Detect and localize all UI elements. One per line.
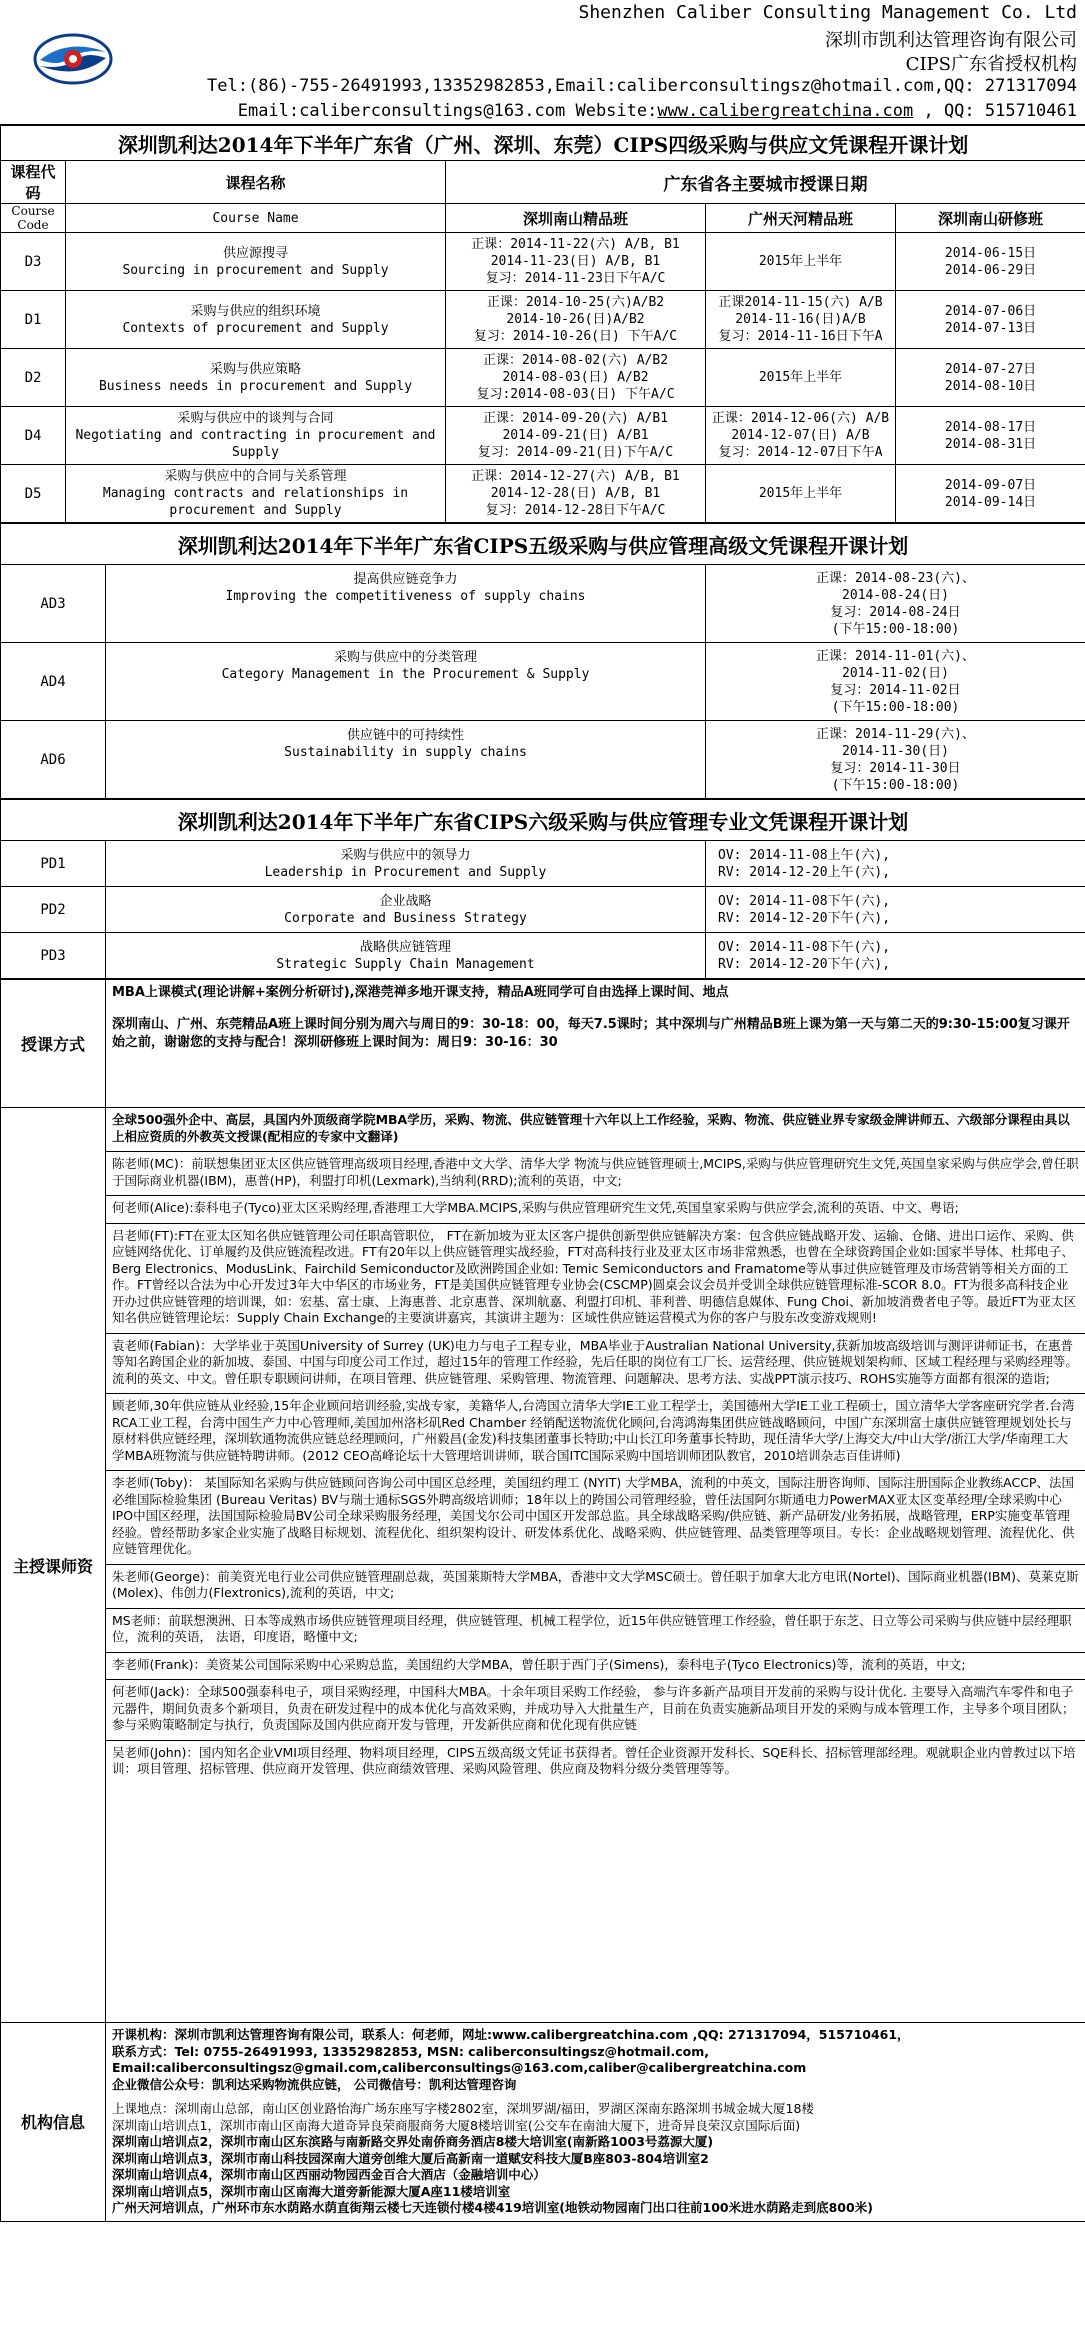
guangzhou-date-line: 2015年上半年: [758, 370, 843, 385]
course-row: [1, 721, 1085, 799]
course-name-en: Business needs in procurement and Supply: [98, 378, 413, 394]
org-line: 上课地点：深圳南山总部，南山区创业路怡海广场东座写字楼2802室，深圳罗湖/福田，罗湖区深南东路深圳书城金城大厦18楼: [112, 2101, 814, 2116]
yanxiu-date-line: 2014-07-27日: [944, 361, 1037, 377]
col-name-cn: 课程名称: [66, 161, 446, 204]
yanxiu-dates: [896, 291, 1085, 349]
teaching-mode: MBA上课模式(理论讲解+案例分析研讨),深港莞禅多地开课支持，精品A班同学可自由选择上课时间、地点: [112, 985, 729, 1000]
teaching-body: [106, 980, 1085, 1108]
yanxiu-date-line: 2014-06-15日: [944, 245, 1037, 261]
shenzhen-date-line: 2014-08-03(日) A/B2: [502, 370, 649, 385]
course-date-line: 正课：2014-11-29(六)、: [816, 726, 975, 742]
course-name: [66, 349, 446, 407]
level5-title: 深圳凯利达2014年下半年广东省CIPS五级采购与供应管理高级文凭课程开课计划: [1, 524, 1085, 565]
teaching-label: 授课方式: [1, 980, 106, 1108]
course-code: D1: [1, 291, 66, 349]
course-dates: [706, 841, 1085, 887]
course-name: [106, 933, 706, 979]
course-name-en: Corporate and Business Strategy: [284, 910, 527, 926]
course-name-en: Negotiating and contracting in procurement and Supply: [75, 428, 436, 460]
teacher-bio: 李老师(Frank)：美资某公司国际采购中心采购总监，美国纽约大学MBA，曾任职于西门子(Simens)，泰科电子(Tyco Electronics)等，流利的英语，中文;: [106, 1652, 1085, 1674]
shenzhen-date-line: 正课：2014-09-20(六) A/B1: [482, 411, 669, 426]
col-code-cn: 课程代码: [1, 161, 66, 204]
shenzhen-date-line: 复习：2014-09-21(日)下午A/C: [477, 445, 674, 460]
course-date-line: (下午15:00-18:00): [831, 621, 960, 637]
course-name-en: Strategic Supply Chain Management: [276, 956, 535, 972]
course-date-line: RV: 2014-12-20上午(六),: [718, 864, 891, 880]
qq-label: , QQ: 515710461: [913, 101, 1077, 121]
course-dates: [706, 565, 1085, 643]
level6-title: 深圳凯利达2014年下半年广东省CIPS六级采购与供应管理专业文凭课程开课计划: [1, 800, 1085, 841]
course-name-cn: 采购与供应中的领导力: [340, 847, 471, 863]
teacher-bio: 顾老师,30年供应链从业经验,15年企业顾问培训经验,实战专家，美籍华人,台湾国立清华大学IE工业工程学士，美国德州大学IE工业工程硕士，国立清华大学客座研究学者.台湾RCA工业工程，台湾中国生产力中心管理师,美国加州洛杉矶Red Chamber 经销配送物流优化顾问,台湾鸿海集团供应链战略顾问，中国广东深圳富士康供应链管理规划处长与原材料供应链经理，深圳软通物流供应链总经理顾问，广州毅昌(金发)科技集团董事长特助;中山长江印务董事长特助，现任清华大学/上海交大/中山大学/浙江大学/华南理工大学MBA班物流与供应链特聘讲师。(2012 CEO高峰论坛十大管理培训讲师，联合国ITC国际采购中国培训师团队教官，2010培训杂志百佳讲师): [106, 1393, 1085, 1464]
teaching-schedule: 深圳南山、广州、东莞精品A班上课时间分别为周六与周日的9：30-18：00，每天7.5课时；其中深圳与广州精品B班上课为第一天与第二天的9:30-15:00复习课开始之前，谢谢您的支持与配合！深圳研修班上课时间为：周日9：30-16：30: [112, 1017, 1070, 1050]
course-date-line: 2014-08-24(日): [842, 587, 949, 603]
shenzhen-date-line: 复习：2014-11-23日下午A/C: [485, 271, 666, 286]
course-name-cn: 供应源搜寻: [222, 245, 288, 261]
shenzhen-date-line: 复习：2014-12-28日下午A/C: [485, 503, 666, 518]
course-name-en: Sustainability in supply chains: [284, 745, 527, 760]
col-dates-cn: 广东省各主要城市授课日期: [446, 161, 1085, 204]
course-name-en: Category Management in the Procurement & Supply: [221, 667, 590, 682]
course-name-en: Sourcing in procurement and Supply: [122, 262, 389, 278]
shenzhen-date-line: 2014-10-26(日)A/B2: [506, 312, 645, 327]
course-name: [66, 291, 446, 349]
yanxiu-date-line: 2014-09-14日: [944, 494, 1037, 510]
teacher-bio: 袁老师(Fabian)：大学毕业于英国University of Surrey (UK)电力与电子工程专业，MBA毕业于Australian National University,获新加坡高级培训与测评讲师证书，在惠普等知名跨国企业的新加坡、泰国、中国与印度公司工作过，超过15年的管理工作经验，先后任职的岗位有工厂长、运营经理、供应链规划架构师、区域工程经理与采购经理等。流利的英文、中文。曾任职专职顾问讲师，在项目管理、供应链管理、采购管理、物流管理、问题解决、思考方法、实战PPT演示技巧、ROHS实施等方面都有很深的造诣;: [106, 1333, 1085, 1388]
col-code-en: Course Code: [1, 204, 66, 233]
level6-table: [0, 799, 1085, 979]
guangzhou-dates: [706, 465, 896, 523]
course-code: D3: [1, 233, 66, 291]
shenzhen-dates: [446, 233, 706, 291]
guangzhou-date-line: 复习：2014-12-07日下午A: [718, 445, 883, 460]
course-code: D2: [1, 349, 66, 407]
course-code: AD4: [1, 643, 106, 721]
teacher-bio: 李老师(Toby)： 某国际知名采购与供应链顾问咨询公司中国区总经理，美国纽约理工 (NYIT) 大学MBA，流利的中英文，国际注册咨询师、国际注册国际企业教练ACCP、法国必维国际检验集团 (Bureau Veritas) BV与瑞士通标SGS外聘高级培训师；18年以上的跨国公司管理经验，曾任法国阿尔斯通电力PowerMAX亚太区变革经理/全球采购中心IPO中国区经理，法国国际检验局BV公司全球采购服务经理，美国戈尔公司中国区开发部总监。具全球战略采购/供应链、新产品研发/业务拓展，战略管理，ERP实施变革管理经验。曾经帮助多家企业实施了战略目标规划、流程优化、组织架构设计、研发体系优化、战略采购、供应链管理、品类管理等项目。专长：企业战略规划管理、流程优化、供应链管理优化。: [106, 1470, 1085, 1558]
teacher-bio: MS老师：前联想澳洲、日本等成熟市场供应链管理项目经理，供应链管理、机械工程学位，近15年供应链管理工作经验，曾任职于东芝、日立等公司采购与供应链中层经理职位，流利的英语， 法语，印度语，略懂中文;: [106, 1608, 1085, 1646]
course-name-cn: 采购与供应策略: [209, 361, 301, 377]
course-row: [1, 233, 1085, 291]
shenzhen-date-line: 正课：2014-08-02(六) A/B2: [482, 353, 669, 368]
guangzhou-dates: [706, 407, 896, 465]
course-date-line: OV: 2014-11-08下午(六),: [718, 893, 891, 909]
teacher-bio: 吕老师(FT):FT在亚太区知名供应链管理公司任职高管职位， FT在新加坡为亚太区客户提供创新型供应链解决方案：包含供应链战略开发、运输、仓储、进出口运作、采购、供应链网络优化、订单履约及供应链流程改进。FT有20年以上供应链管理实战经验，FT对高科技行业及亚太区市场非常熟悉，也曾在全球资跨国企业如:国家半导体、杜邦电子、Berg Electronics、ModusLink、Fairchild Semiconductor及欧洲跨国企业如: Temic Semiconductors and Framatome等从事过供应链管理及市场营销等相关方面的工作。FT曾经以合法为中心开发过3年大中华区的市场业务，FT是美国供应链管理专业协会(CSCMP)圆桌会议会员并受训全球供应链管理标准-SCOR 8.0。FT为很多高科技企业开办过供应链管理的培训课，如：宏基、富士康、上海惠普、北京惠普、深圳航嘉、利盟打印机、菲利普、明德信息媒体、Fung Choi、新加坡消费者电子等。最近FT为亚太区知名供应链管理论坛：Supply Chain Exchange的主要演讲嘉宾，其演讲主题为：区域性供应链运营模式为你的客户与股东改变游戏规则!: [106, 1223, 1085, 1327]
org-line: 深圳南山培训点3，深圳市南山科技园深南大道旁创维大厦后高新南一道赋安科技大厦B座803-804培训室2: [112, 2150, 709, 2166]
yanxiu-date-line: 2014-07-13日: [944, 320, 1037, 336]
company-logo-icon: [28, 30, 118, 88]
course-code: PD1: [1, 841, 106, 887]
course-row: [1, 565, 1085, 643]
course-name-cn: 采购与供应中的分类管理: [333, 650, 477, 665]
course-date-line: OV: 2014-11-08下午(六),: [718, 939, 891, 955]
course-row: [1, 407, 1085, 465]
course-date-line: RV: 2014-12-20下午(六),: [718, 910, 891, 926]
course-name-en: Leadership in Procurement and Supply: [264, 864, 547, 880]
teacher-bio: 全球500强外企中、高层，具国内外顶级商学院MBA学历，采购、物流、供应链管理十六年以上工作经验，采购、物流、供应链业界专家级金牌讲师五、六级部分课程由具以上相应资质的外教英文授课(配相应的专家中文翻译): [112, 1112, 1070, 1144]
shenzhen-date-line: 正课：2014-11-22(六) A/B, B1: [471, 237, 680, 252]
company-name-cn: 深圳市凯利达管理咨询有限公司: [825, 30, 1077, 51]
yanxiu-date-line: 2014-08-17日: [944, 419, 1037, 435]
course-date-line: 复习：2014-11-02日: [830, 682, 961, 698]
yanxiu-dates: [896, 349, 1085, 407]
course-dates: [706, 643, 1085, 721]
col-city-guangzhou: 广州天河精品班: [706, 204, 896, 233]
teacher-bio: 何老师(Alice):泰科电子(Tyco)亚太区采购经理,香港理工大学MBA.MCIPS,采购与供应管理研究生文凭,英国皇家采购与供应学会,流利的英语、中文、粤语;: [106, 1195, 1085, 1217]
yanxiu-date-line: 2014-06-29日: [944, 262, 1037, 278]
course-date-line: RV: 2014-12-20下午(六),: [718, 956, 891, 972]
course-name: [106, 721, 706, 799]
contact-line: Tel:(86)-755-26491993,13352982853,Email:caliberconsultingsz@hotmail.com,QQ: 271317094: [207, 76, 1077, 96]
course-date-line: 正课：2014-11-01(六)、: [816, 648, 975, 664]
course-row: [1, 349, 1085, 407]
course-name-cn: 战略供应链管理: [359, 939, 451, 955]
org-line: 企业微信公众号：凯利达采购物流供应链， 公司微信号：凯利达管理咨询: [112, 2076, 517, 2092]
shenzhen-dates: [446, 291, 706, 349]
course-row: [1, 841, 1085, 887]
yanxiu-date-line: 2014-08-31日: [944, 436, 1037, 452]
course-name-en: Managing contracts and relationships in procurement and Supply: [102, 486, 409, 518]
shenzhen-date-line: 2014-11-23(日) A/B, B1: [490, 254, 661, 269]
course-row: [1, 933, 1085, 979]
course-name-en: Improving the competitiveness of supply chains: [225, 589, 586, 604]
guangzhou-date-line: 复习：2014-11-16日下午A: [718, 329, 883, 344]
org-line: 深圳南山培训点5，深圳市南山区南海大道旁新能源大厦A座11楼培训室: [112, 2183, 511, 2199]
col-city-shenzhen: 深圳南山精品班: [446, 204, 706, 233]
org-line: 深圳南山培训点1，深圳市南山区南海大道奇异良荣商服商务大厦8楼培训室(公交车在南油大厦下，进奇异良荣汉京国际后面): [112, 2117, 801, 2133]
teachers-label: 主授课师资: [1, 1108, 106, 2023]
guangzhou-dates: [706, 291, 896, 349]
teacher-bio: 何老师(Jack)：全球500强泰科电子，项目采购经理，中国科大MBA。十余年项目采购工作经验， 参与许多新产品项目开发前的采购与设计优化. 主要导入高端汽车零件和电子元器件，期间负责多个新项目，负责在研发过程中的成本优化与高效采购，并成功导入大批量生产，目前在负责实施新品项目开发的采购与成本管理工作，主导多个项目团队；参与采购策略制定与执行，负责国际及国内供应商开发与管理，开发新供应商和优化现有供应链: [106, 1679, 1085, 1734]
course-name: [66, 233, 446, 291]
org-line: 广州天河培训点，广州环市东水荫路水荫直街翔云楼七天连锁付楼4楼419培训室(地铁动物园南门出口往前100米进水荫路走到底800米): [112, 2200, 873, 2215]
course-name-cn: 采购与供应中的合同与关系管理: [164, 469, 347, 484]
course-name-cn: 采购与供应中的谈判与合同: [177, 411, 334, 426]
course-name: [106, 565, 706, 643]
shenzhen-date-line: 2014-12-28(日) A/B, B1: [490, 486, 661, 501]
yanxiu-date-line: 2014-08-10日: [944, 378, 1037, 394]
course-code: PD3: [1, 933, 106, 979]
letterhead: [0, 0, 1085, 125]
yanxiu-date-line: 2014-09-07日: [944, 477, 1037, 493]
org-line: 深圳南山培训点4，深圳市南山区西丽动物园西金百合大酒店（金融培训中心）: [112, 2167, 546, 2182]
course-name: [106, 841, 706, 887]
course-name-en: Contexts of procurement and Supply: [122, 320, 389, 336]
teacher-bio: 朱老师(George)：前美资光电行业公司供应链管理副总裁，英国莱斯特大学MBA，香港中文大学MSC硕士。曾任职于加拿大北方电讯(Nortel)、国际商业机器(IBM)、莫莱克斯(Molex)、伟创力(Flextronics),流利的英语，中文;: [106, 1564, 1085, 1602]
shenzhen-date-line: 2014-09-21(日) A/B1: [502, 428, 649, 443]
email-website-line: [238, 101, 1077, 121]
org-body: [106, 2023, 1085, 2222]
shenzhen-date-line: 正课：2014-10-25(六)A/B2: [486, 295, 665, 310]
shenzhen-date-line: 复习：2014-10-26(日) 下午A/C: [473, 329, 678, 344]
shenzhen-dates: [446, 465, 706, 523]
course-name: [106, 887, 706, 933]
teachers-body: [106, 1108, 1085, 2023]
yanxiu-dates: [896, 233, 1085, 291]
level5-table: [0, 523, 1085, 799]
teacher-bio: 吴老师(John)：国内知名企业VMI项目经理、物料项目经理，CIPS五级高级文凭证书获得者。曾任企业资源开发科长、SQE科长、招标管理部经理。观就职企业内曾教过以下培训：项目管理、招标管理、供应商开发管理、供应商绩效管理、采购风险管理、供应商及物料分级分类管理等等。: [106, 1740, 1085, 1778]
course-row: [1, 465, 1085, 523]
guangzhou-date-line: 2014-11-16(日)A/B: [735, 312, 866, 327]
shenzhen-date-line: 复习:2014-08-03(日) 下午A/C: [476, 387, 675, 402]
course-code: D4: [1, 407, 66, 465]
org-label: 机构信息: [1, 2023, 106, 2222]
teacher-bio: 陈老师(MC)：前联想集团亚太区供应链管理高级项目经理,香港中文大学、清华大学 物流与供应链管理硕士,MCIPS,采购与供应管理研究生文凭,英国皇家采购与供应学会,曾任职于国际商业机器(IBM)，惠普(HP)，利盟打印机(Lexmark),当纳利(RRD);流利的英语，中文;: [106, 1151, 1085, 1189]
guangzhou-date-line: 2015年上半年: [758, 254, 843, 269]
level4-table: [0, 125, 1085, 523]
course-name: [66, 407, 446, 465]
course-date-line: 正课：2014-08-23(六)、: [816, 570, 975, 586]
authorized-label: CIPS广东省授权机构: [905, 54, 1077, 75]
course-name-cn: 企业战略: [379, 893, 432, 909]
org-line: 深圳南山培训点2，深圳市南山区东滨路与南新路交界处南侨商务酒店8楼大培训室(南新路1003号荔源大厦): [112, 2134, 714, 2149]
org-line: 开课机构：深圳市凯利达管理咨询有限公司，联系人：何老师，网址:www.calibergreatchina.com ,QQ: 271317094，515710461，: [112, 2027, 910, 2042]
course-name: [106, 643, 706, 721]
course-date-line: 复习：2014-08-24日: [830, 604, 961, 620]
course-row: [1, 291, 1085, 349]
course-dates: [706, 933, 1085, 979]
company-name-en: Shenzhen Caliber Consulting Management Co. Ltd: [578, 2, 1077, 23]
course-code: AD6: [1, 721, 106, 799]
shenzhen-date-line: 正课：2014-12-27(六) A/B, B1: [471, 469, 680, 484]
course-dates: [706, 887, 1085, 933]
course-name: [66, 465, 446, 523]
website-link[interactable]: www.calibergreatchina.com: [657, 101, 914, 121]
org-line: Email:caliberconsultingsz@gmail.com,caliberconsultings@163.com,caliber@calibergreatchina.com: [112, 2060, 807, 2075]
col-city-shenzhen-yx: 深圳南山研修班: [896, 204, 1085, 233]
guangzhou-date-line: 2014-12-07(日) A/B: [731, 428, 870, 443]
guangzhou-dates: [706, 233, 896, 291]
course-name-cn: 提高供应链竞争力: [353, 572, 458, 587]
course-date-line: OV: 2014-11-08上午(六),: [718, 847, 891, 863]
yanxiu-dates: [896, 465, 1085, 523]
course-date-line: 2014-11-02(日): [842, 665, 949, 681]
info-table: [0, 979, 1085, 2222]
email-label: Email:caliberconsultings@163.com Website:: [237, 101, 658, 121]
shenzhen-dates: [446, 407, 706, 465]
level4-title: 深圳凯利达2014年下半年广东省（广州、深圳、东莞）CIPS四级采购与供应文凭课程开课计划: [1, 126, 1085, 161]
course-row: [1, 887, 1085, 933]
yanxiu-dates: [896, 407, 1085, 465]
yanxiu-date-line: 2014-07-06日: [944, 303, 1037, 319]
course-row: [1, 643, 1085, 721]
org-line: 联系方式：Tel: 0755-26491993, 13352982853, MSN: caliberconsultingsz@hotmail.com,: [112, 2043, 710, 2059]
guangzhou-date-line: 2015年上半年: [758, 486, 843, 501]
col-name-en: Course Name: [66, 204, 446, 233]
guangzhou-date-line: 正课2014-11-15(六) A/B: [718, 295, 883, 310]
guangzhou-date-line: 正课：2014-12-06(六) A/B: [711, 411, 890, 426]
course-name-cn: 供应链中的可持续性: [346, 728, 464, 743]
course-date-line: (下午15:00-18:00): [831, 699, 960, 715]
course-name-cn: 采购与供应的组织环境: [190, 303, 321, 319]
guangzhou-dates: [706, 349, 896, 407]
course-date-line: (下午15:00-18:00): [831, 777, 960, 793]
course-date-line: 复习：2014-11-30日: [830, 760, 961, 776]
shenzhen-dates: [446, 349, 706, 407]
course-code: AD3: [1, 565, 106, 643]
course-dates: [706, 721, 1085, 799]
course-code: PD2: [1, 887, 106, 933]
course-date-line: 2014-11-30(日): [842, 743, 949, 759]
course-code: D5: [1, 465, 66, 523]
